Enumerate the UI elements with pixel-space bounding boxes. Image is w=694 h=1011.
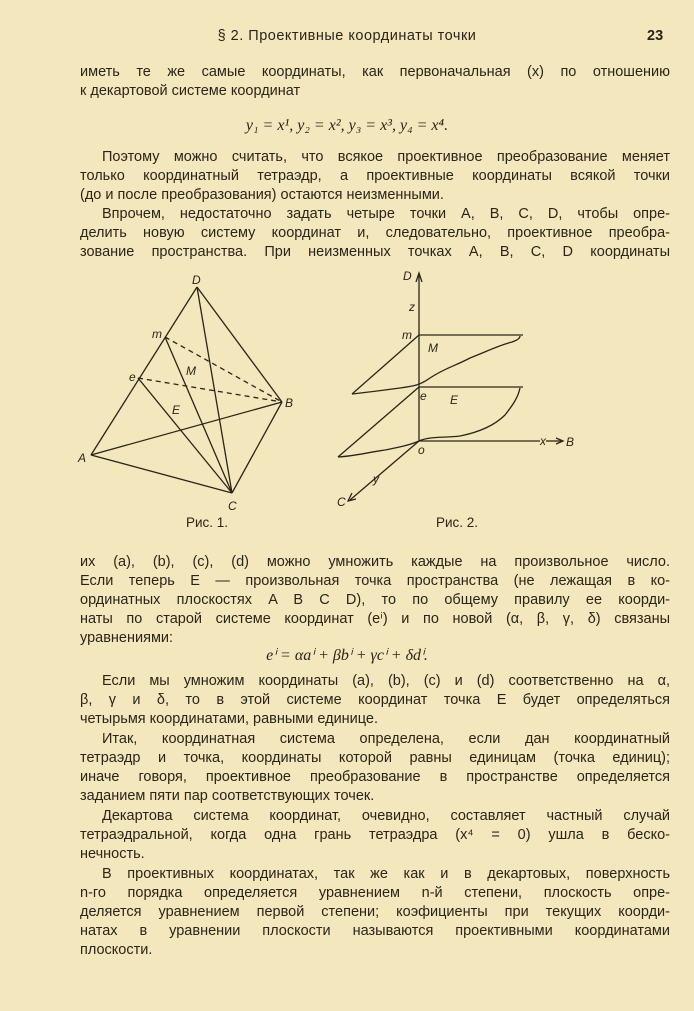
text-line: уравнениями: (80, 630, 174, 646)
label-m: m (402, 328, 412, 342)
label-x: x (540, 434, 546, 448)
text-line: зование пространства. При неизменных точках A, B, C, D координаты (80, 244, 670, 260)
text-line: ординатных плоскостях A B C D), то по общему правилу ее коорди- (80, 592, 670, 608)
text-line: нечность. (80, 846, 145, 862)
label-o: o (418, 443, 425, 457)
label-D: D (403, 269, 412, 283)
text-line: наты по старой системе координат (eⁱ) и по новой (α, β, γ, δ) связаны (80, 611, 670, 627)
text-line: В проективных координатах, так же как и в декартовых, поверхность (102, 866, 670, 882)
page-number: 23 (647, 28, 664, 44)
text-line: деляется уравнением первой степени; коэфициенты при текущих коорди- (80, 904, 670, 920)
label-M: M (428, 341, 438, 355)
figure-1-caption: Рис. 1. (186, 515, 229, 530)
figure-2-planes (337, 269, 574, 509)
text-line: четырьмя координатами, равными единице. (80, 711, 379, 727)
label-z: z (409, 300, 415, 314)
text-line: тетраэдр и точка, координаты которой равны единицам (точка единиц); (80, 750, 670, 766)
label-A: A (78, 451, 87, 465)
text-line: n-го порядка определяется уравнением n-й степени, плоскость опре- (80, 885, 670, 901)
label-m: m (152, 327, 162, 341)
text-line: плоскости. (80, 942, 153, 958)
text-line: β, γ и δ, то в этой системе координат точка E будет определяться (80, 692, 670, 708)
formula-e-coordinates: eⁱ = αaⁱ + βbⁱ + γcⁱ + δdⁱ. (266, 647, 428, 664)
text-line: (до и после преобразования) остаются неизменными. (80, 187, 444, 203)
text-line: заданием пяти пар соответствующих точек. (80, 788, 375, 804)
text-line: Декартова система координат, очевидно, составляет частный случай (102, 808, 670, 824)
label-D: D (192, 273, 201, 287)
formula-y-equals-x: y₁ = x¹, y₂ = x², y₃ = x³, y₄ = x⁴. (245, 117, 449, 134)
text-line: к декартовой системе координат (80, 83, 301, 99)
label-e: e (420, 389, 427, 403)
label-e: e (129, 370, 136, 384)
figure-1-tetrahedron (77, 273, 293, 513)
text-line: Поэтому можно считать, что всякое проективное преобразование меняет (102, 149, 670, 165)
label-y: y (373, 472, 379, 486)
text-line: делить новую систему координат и, следовательно, проективное преобра- (80, 225, 670, 241)
text-line: Впрочем, недостаточно задать четыре точки A, B, C, D, чтобы опре- (102, 206, 670, 222)
label-M: M (186, 364, 196, 378)
label-E: E (172, 403, 181, 417)
text-line: иначе говоря, проективное преобразование в пространстве определяется (80, 769, 670, 785)
running-header: § 2. Проективные координаты точки (217, 28, 477, 44)
label-E: E (450, 393, 459, 407)
text-line: Итак, координатная система определена, если дан координатный (102, 731, 670, 747)
text-line: Если теперь E — произвольная точка пространства (не лежащая в ко- (80, 573, 670, 589)
label-B: B (566, 435, 575, 449)
text-line: натах в уравнении плоскости называются проективными координатами (80, 923, 670, 939)
text-line: Если мы умножим координаты (a), (b), (c) и (d) соответственно на α, (102, 673, 670, 689)
text-line: только координатный тетраэдр, а проективные координаты всякой точки (80, 168, 670, 184)
figure-2-caption: Рис. 2. (436, 515, 479, 530)
label-C: C (337, 495, 346, 509)
text-line: тетраэдральной, когда одна грань тетраэдра (x⁴ = 0) ушла в беско- (80, 827, 670, 843)
label-B: B (285, 396, 294, 410)
text-line: иметь те же самые координаты, как первоначальная (x) по отношению (80, 64, 670, 80)
text-line: их (a), (b), (c), (d) можно умножить каждые на произвольное число. (80, 554, 670, 570)
label-C: C (228, 499, 237, 513)
